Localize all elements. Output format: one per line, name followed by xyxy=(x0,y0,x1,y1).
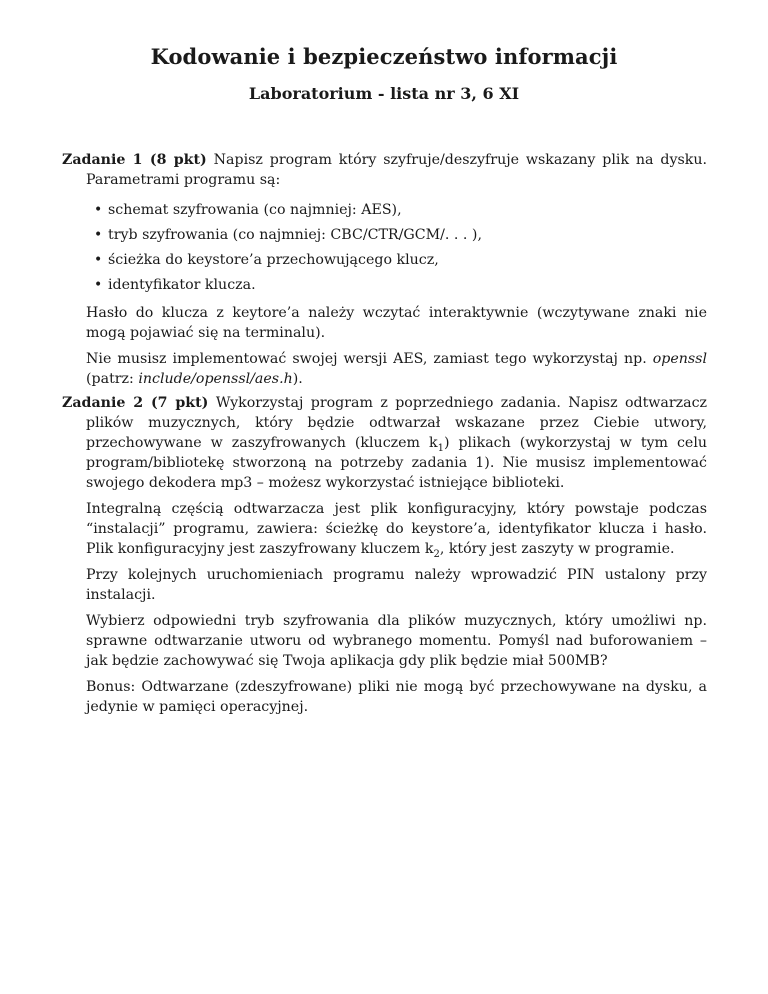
bullet-icon: • xyxy=(94,227,103,243)
list-item xyxy=(94,250,707,270)
document-body xyxy=(62,150,707,717)
paragraph-text: Nie musisz implementować swojej wersji AES, zamiast tego wykorzystaj np. xyxy=(86,351,647,367)
paragraph-text: Integralną częścią odtwarzacza jest plik konfiguracyjny, który powstaje podczas “instalacji” programu, zawiera: ścieżkę do keystore’a, identyfikator klucza i hasło. Plik konfiguracyjny jest zaszyfrowany kluczem k xyxy=(86,501,707,557)
task-1-parameter-list xyxy=(62,200,707,295)
task-1-label: Zadanie 1 (8 pkt) xyxy=(62,152,207,168)
task-2-intro-text: Wykorzystaj program z poprzedniego zadania. Napisz odtwarzacz plików muzycznych, który będzie odtwarzał wskazane przez Ciebie utwory, przechowywane w zaszyfrowanych (kluczem k xyxy=(86,395,708,451)
task-2-paragraph-pin: Przy kolejnych uruchomieniach programu należy wprowadzić PIN ustalony przy instalacji. xyxy=(86,567,707,603)
bullet-icon: • xyxy=(94,277,103,293)
list-item xyxy=(94,275,707,295)
bullet-icon: • xyxy=(94,202,103,218)
paragraph-text: ). xyxy=(292,371,303,387)
list-item-text: tryb szyfrowania (co najmniej: CBC/CTR/GCM/. . . ), xyxy=(108,227,482,243)
task-1-intro xyxy=(62,150,707,190)
task-2-label: Zadanie 2 (7 pkt) xyxy=(62,395,209,411)
task-2-intro-text: ) plikach (wykorzystaj w tym celu program/bibliotekę stworzoną na potrzeby zadania 1). Nie musisz implementować swojego dekodera mp3 – możesz wykorzystać istniejące biblioteki. xyxy=(86,435,707,491)
list-item xyxy=(94,200,707,220)
paragraph-text: (patrz: xyxy=(86,371,134,387)
task-1-intro-text: Napisz program który szyfruje/deszyfruje wskazany plik na dysku. Parametrami programu są: xyxy=(86,152,708,188)
paragraph-text: , który jest zaszyty w programie. xyxy=(439,541,675,557)
document-title: Kodowanie i bezpieczeństwo informacji xyxy=(150,44,618,69)
task-2 xyxy=(62,393,707,717)
key-subscript: 1 xyxy=(437,442,444,454)
bullet-icon: • xyxy=(94,252,103,268)
task-2-intro xyxy=(62,393,707,493)
task-1-paragraph-password: Hasło do klucza z keytore’a należy wczytać interaktywnie (wczytywane znaki nie mogą pojawiać się na terminalu). xyxy=(86,305,707,341)
task-1-paragraph-openssl xyxy=(62,349,707,389)
task-2-paragraph-config xyxy=(62,499,707,559)
list-item xyxy=(94,225,707,245)
list-item-text: ścieżka do keystore’a przechowującego klucz, xyxy=(108,252,439,268)
list-item-text: identyfikator klucza. xyxy=(108,277,256,293)
document-subtitle: Laboratorium - lista nr 3, 6 XI xyxy=(248,84,520,103)
task-2-paragraph-mode: Wybierz odpowiedni tryb szyfrowania dla plików muzycznych, który umożliwi np. sprawne odtwarzanie utworu od wybranego momentu. Pomyśl nad buforowaniem – jak będzie zachowywać się Twoja aplikacja gdy plik będzie miał 500MB? xyxy=(86,613,707,669)
openssl-header-path: include/openssl/aes.h xyxy=(138,371,293,387)
task-1 xyxy=(62,150,707,389)
openssl-term: openssl xyxy=(652,351,707,367)
key-subscript: 2 xyxy=(433,548,440,560)
list-item-text: schemat szyfrowania (co najmniej: AES), xyxy=(108,202,402,218)
task-2-paragraph-bonus: Bonus: Odtwarzane (zdeszyfrowane) pliki nie mogą być przechowywane na dysku, a jedynie w pamięci operacyjnej. xyxy=(86,679,707,715)
